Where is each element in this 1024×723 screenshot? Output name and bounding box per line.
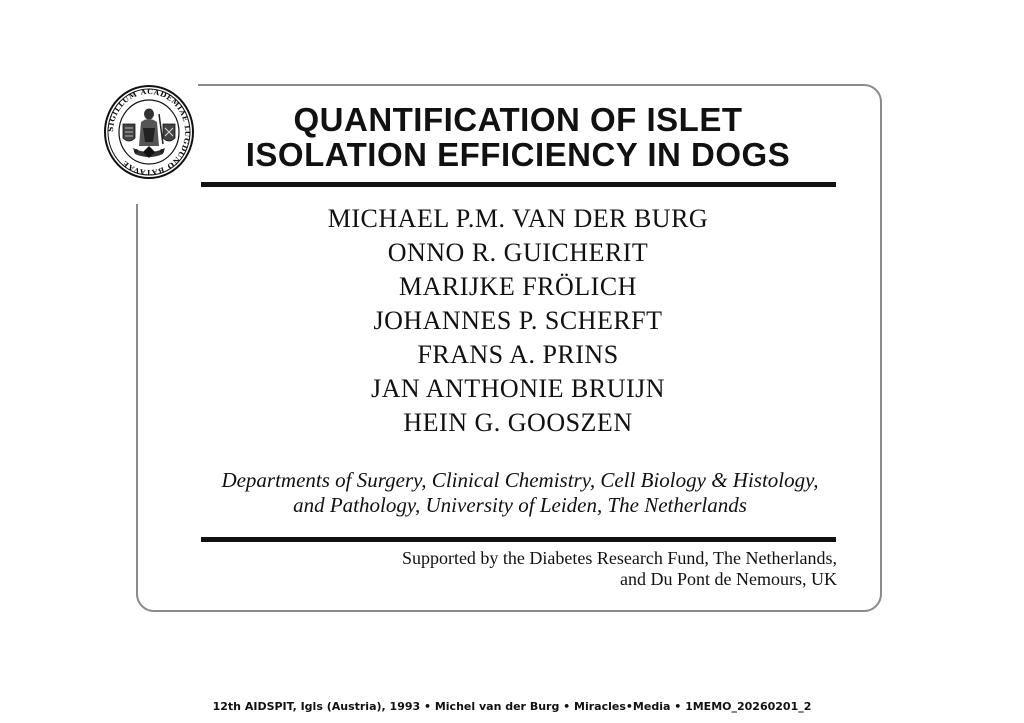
- funding-line-1: Supported by the Diabetes Research Fund, The Netherlands,: [401, 548, 837, 568]
- footer-caption: 12th AIDSPIT, Igls (Austria), 1993 • Michel van der Burg • Miracles•Media • 1MEMO_20260201_2: [212, 700, 812, 713]
- title-line-2: ISOLATION EFFICIENCY IN DOGS: [245, 136, 791, 173]
- affiliation: [180, 468, 860, 518]
- funding-note: [340, 548, 837, 590]
- title-line-1: QUANTIFICATION OF ISLET: [293, 101, 743, 138]
- support-rule: [201, 537, 836, 542]
- author-list: [200, 202, 836, 440]
- author-name: JOHANNES P. SCHERFT: [373, 306, 663, 335]
- author-name: ONNO R. GUICHERIT: [387, 238, 649, 267]
- author-name: MARIJKE FRÖLICH: [399, 272, 637, 301]
- author-name: JAN ANTHONIE BRUIJN: [370, 374, 666, 403]
- author-name: HEIN G. GOOSZEN: [403, 408, 633, 437]
- university-seal-logo: [103, 84, 195, 180]
- affiliation-line-1: Departments of Surgery, Clinical Chemistry, Cell Biology & Histology,: [221, 468, 819, 492]
- slide-title: [200, 102, 836, 172]
- author-name: MICHAEL P.M. VAN DER BURG: [327, 204, 709, 233]
- seal-ring-text: SIGILLUM ACADEMIAE LUGDUNO BATAVAE: [105, 86, 193, 178]
- title-rule: [201, 182, 836, 187]
- affiliation-line-2: and Pathology, University of Leiden, The Netherlands: [293, 493, 747, 517]
- author-name: FRANS A. PRINS: [417, 340, 619, 369]
- funding-line-2: and Du Pont de Nemours, UK: [620, 569, 837, 589]
